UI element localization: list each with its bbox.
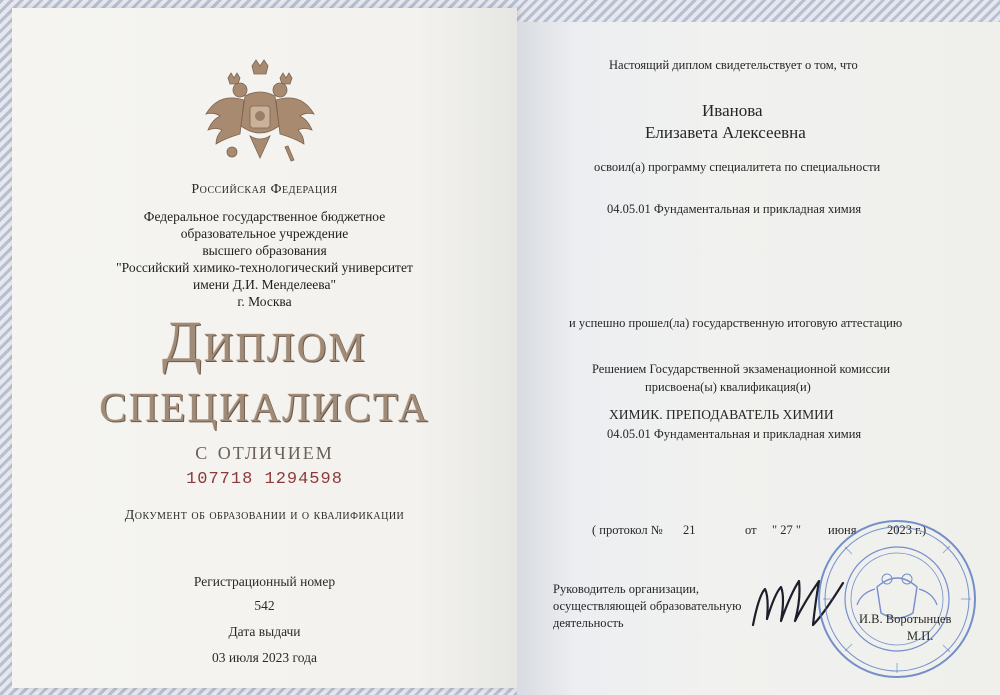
head-title-line: осуществляющей образовательную [553,599,742,613]
serial-number: 107718 1294598 [186,470,343,489]
organization-block [12,208,517,310]
official-seal-icon [815,517,980,682]
document-type: Документ об образовании и о квалификации [124,508,405,523]
given-names: Елизавета Алексеевна [645,123,806,142]
qualification-assigned: присвоена(ы) квалификация(и) [645,380,811,394]
commission-decision: Решением Государственной экзаменационной комиссии [592,362,891,376]
org-line: высшего образования [202,243,327,258]
honors-label: с отличием [195,436,334,465]
federation-label: Российская Федерация [191,182,338,197]
protocol-year: 2023 г.) [887,523,927,537]
protocol-number: 21 [683,523,696,537]
stamp-place-label: М.П. [907,629,934,643]
protocol-from: от [745,523,757,537]
right-page [517,22,1000,695]
specialty-repeat: 04.05.01 Фундаментальная и прикладная химия [607,427,862,441]
issue-date-label: Дата выдачи [228,624,301,639]
qualification: ХИМИК. ПРЕПОДАВАТЕЛЬ ХИМИИ [609,407,834,422]
registration-label: Регистрационный номер [193,574,336,589]
program-statement: освоил(а) программу специалитета по специальности [594,160,881,174]
protocol-day: " 27 " [772,523,801,537]
signer-name: И.В. Воротынцев [859,612,952,626]
org-line: образовательное учреждение [180,226,349,241]
org-line: Федеральное государственное бюджетное [143,209,386,224]
protocol-month: июня [828,523,857,537]
org-line: "Российский химико-технологический университет [116,260,413,275]
org-line: г. Москва [237,294,292,309]
attestation-statement: и успешно прошел(ла) государственную итоговую аттестацию [569,316,903,330]
intro-text: Настоящий диплом свидетельствует о том, что [609,58,858,72]
head-title-line: Руководитель организации, [553,582,699,596]
specialty: 04.05.01 Фундаментальная и прикладная химия [607,202,862,216]
issue-date: 03 июля 2023 года [212,650,317,665]
double-headed-eagle-emblem [200,56,320,186]
diploma-subtitle: специалиста [99,369,430,434]
left-page [12,8,517,688]
diploma-title: Диплом [162,309,367,374]
surname: Иванова [702,101,763,120]
org-line: имени Д.И. Менделеева" [193,277,336,292]
registration-number: 542 [254,598,275,613]
head-title-line: деятельность [553,616,624,630]
protocol-prefix: ( протокол № [592,523,663,537]
